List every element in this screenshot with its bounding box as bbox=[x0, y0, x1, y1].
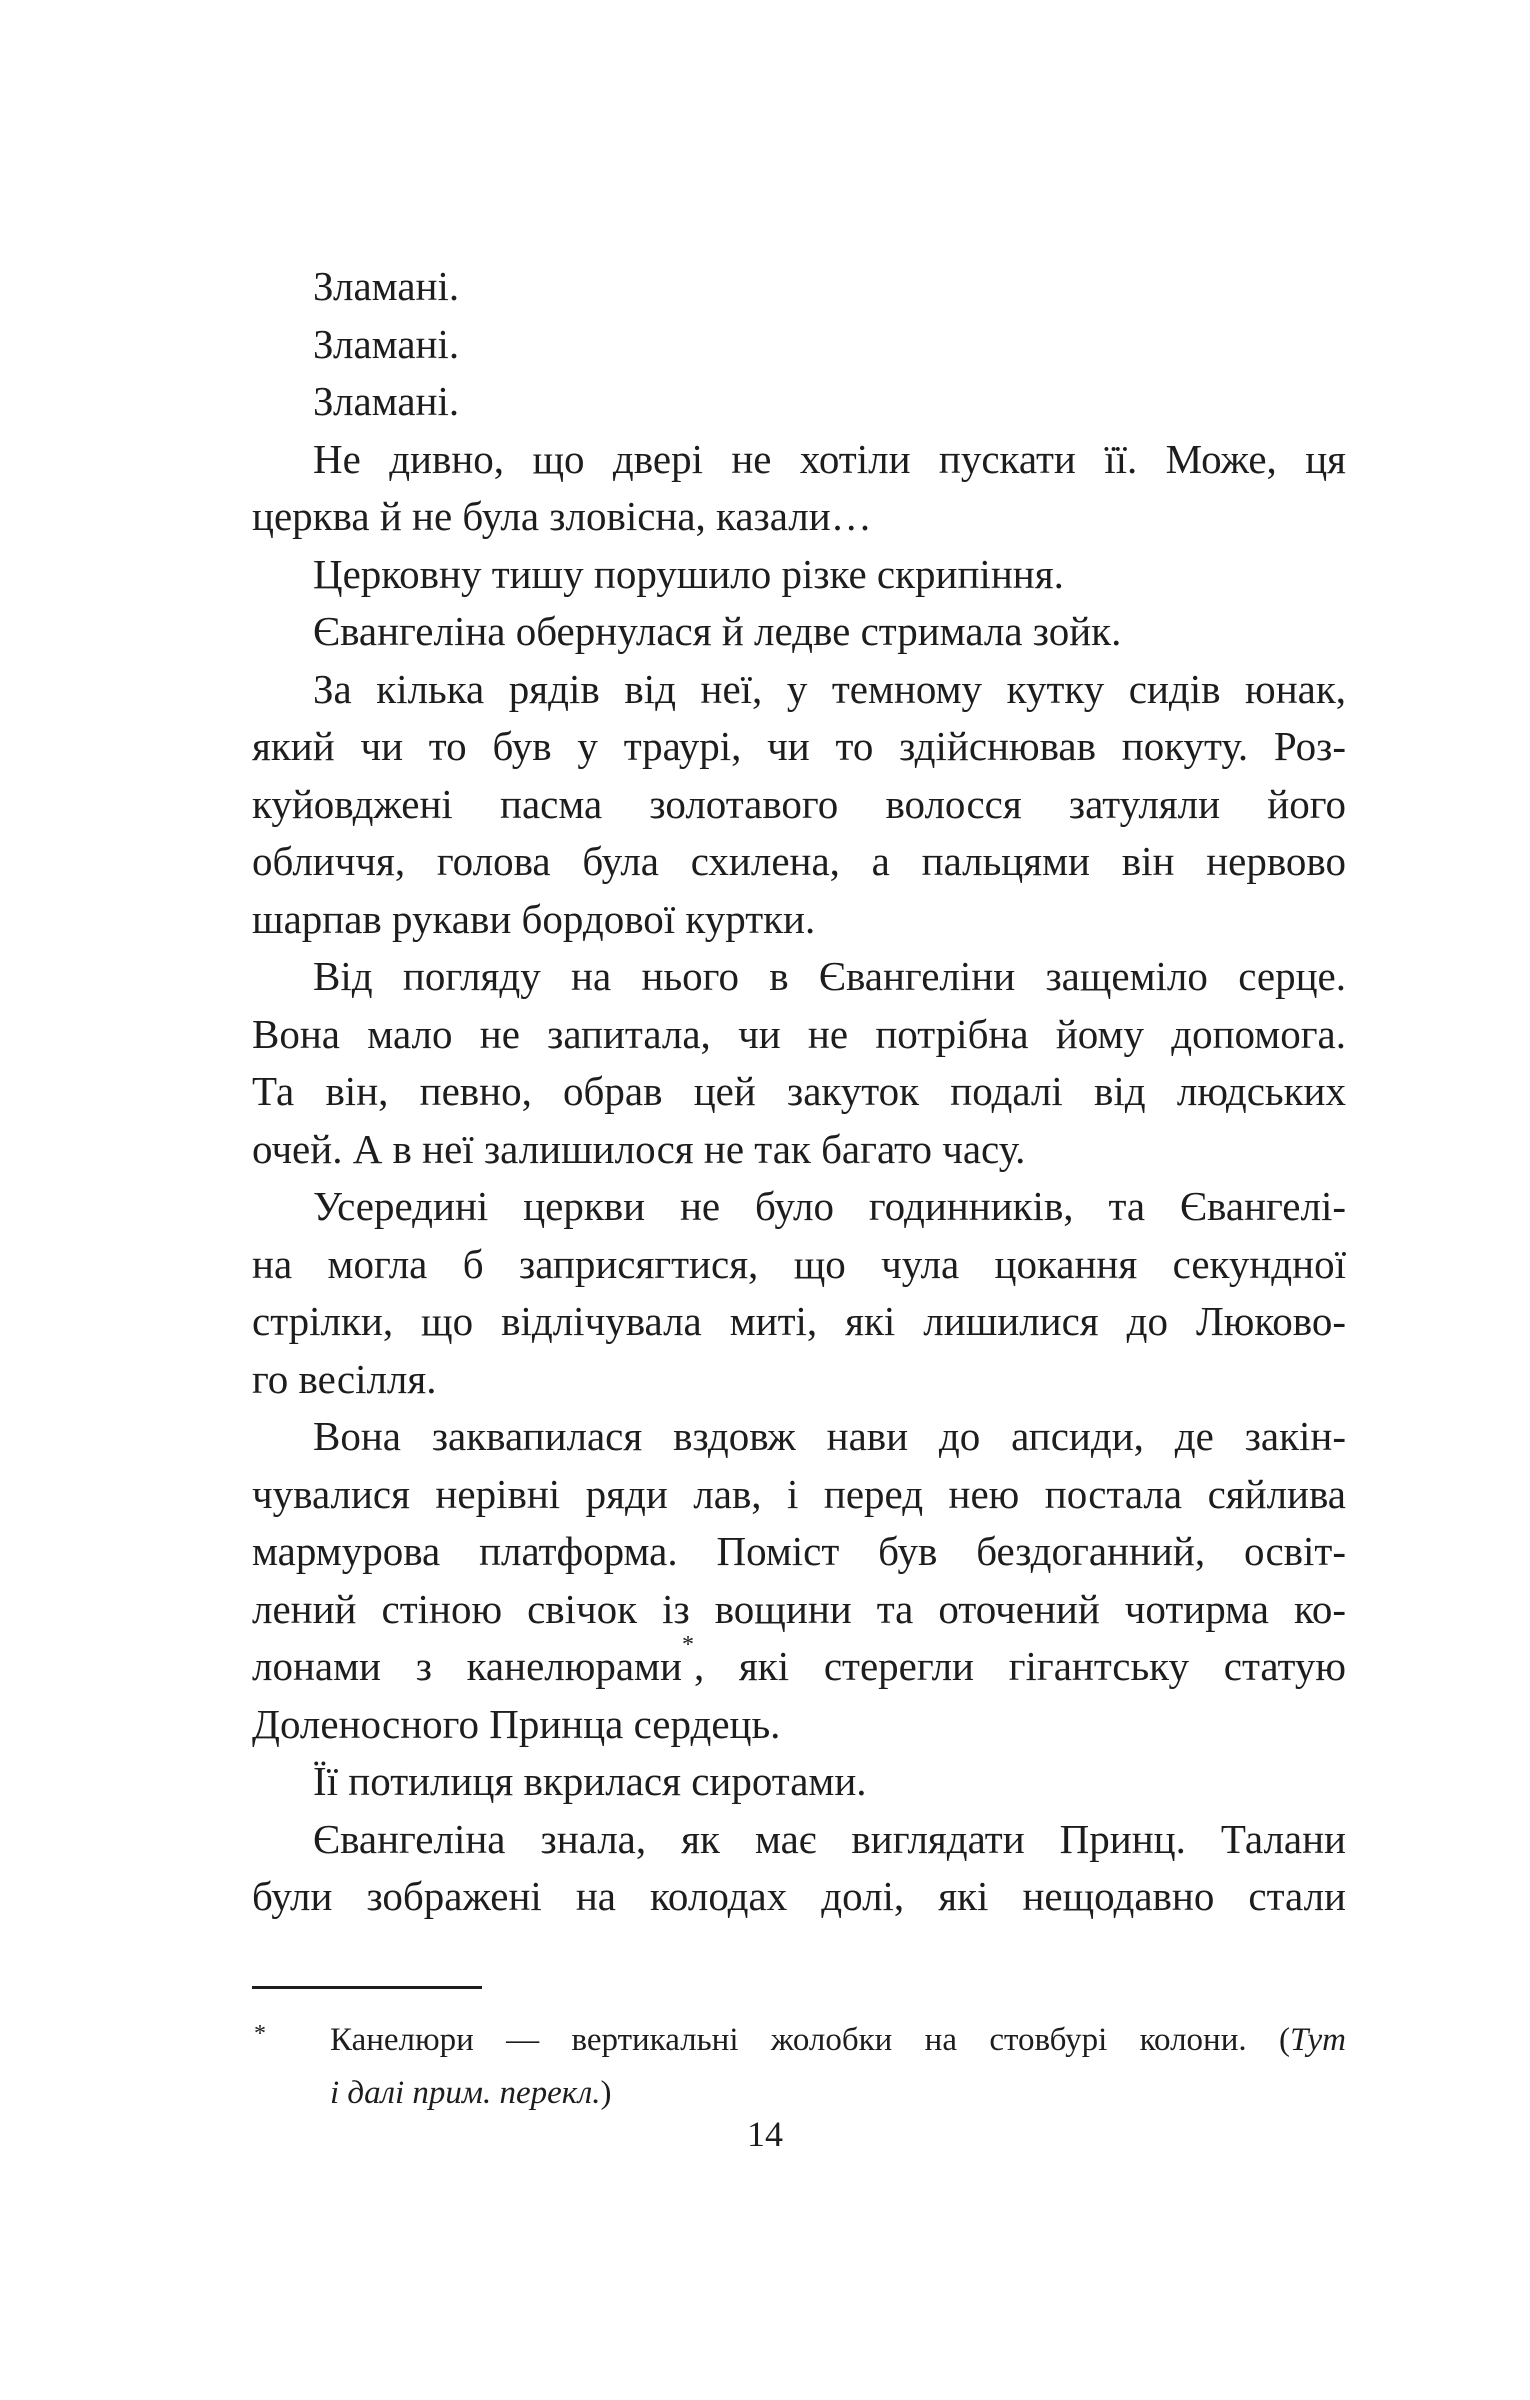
text-line: церква й не була зловісна, казали… bbox=[252, 493, 872, 539]
text-line: Усередині церкви не було годинників, та Євангелі- bbox=[313, 1183, 1346, 1229]
text-line: За кілька рядів від неї, у темному кутку сидів юнак, bbox=[313, 665, 1346, 712]
paragraph bbox=[252, 546, 1346, 604]
text-line: лений стіною свічок із вощини та оточений чотирма ко- bbox=[252, 1585, 1346, 1632]
page-number: 14 bbox=[747, 2114, 783, 2154]
text-line: очей. А в неї залишилося не так багато часу. bbox=[252, 1125, 1026, 1172]
paragraph bbox=[252, 431, 1346, 546]
text-line: Зламані. bbox=[313, 320, 460, 367]
text-line: чувалися нерівні ряди лав, і перед нею постала сяйлива bbox=[252, 1470, 1346, 1517]
paragraph bbox=[252, 316, 1346, 374]
text-line: обличчя, голова була схилена, а пальцями він нервово bbox=[252, 838, 1346, 884]
paragraph bbox=[252, 603, 1346, 661]
paragraph bbox=[252, 1178, 1346, 1408]
paragraph bbox=[252, 661, 1346, 949]
text-line: Доленосного Принца сердець. bbox=[252, 1700, 781, 1747]
text-line: на могла б заприсягтися, що чула цокання секундної bbox=[252, 1240, 1346, 1287]
text-line: мармурова платформа. Поміст був бездоганний, освіт- bbox=[252, 1528, 1346, 1574]
footnote-marker: * bbox=[254, 2021, 266, 2047]
text-line: Євангеліна обернулася й ледве стримала зойк. bbox=[313, 608, 1122, 654]
text-line: шарпав рукави бордової куртки. bbox=[252, 895, 816, 942]
text-line: Зламані. bbox=[313, 263, 460, 309]
footnote-text: Канелюри — вертикальні жолобки на стовбурі колони. ( bbox=[330, 2022, 1290, 2058]
footnote-reference: * bbox=[681, 1632, 694, 1659]
footnote-separator bbox=[252, 1986, 482, 1989]
footnote-italic-text: і далі прим. перекл. bbox=[330, 2075, 601, 2111]
text-line: Та він, певно, обрав цей закуток подалі від людських bbox=[252, 1068, 1346, 1114]
paragraph bbox=[252, 1408, 1346, 1753]
text-line: Церковну тишу порушило різке скрипіння. bbox=[313, 550, 1064, 597]
text-line: го весілля. bbox=[252, 1355, 437, 1402]
footnote bbox=[252, 2014, 1346, 2120]
text-line: були зображені на колодах долі, які нещодавно стали bbox=[252, 1873, 1346, 1919]
paragraph bbox=[252, 1811, 1346, 1926]
paragraph bbox=[252, 258, 1346, 316]
paragraph bbox=[252, 1753, 1346, 1811]
text-line: стрілки, що відлічувала миті, які лишилися до Люково- bbox=[252, 1298, 1346, 1344]
text-line: Вона заквапилася вздовж нави до апсиди, де закін- bbox=[313, 1413, 1346, 1459]
text-line: який чи то був у траурі, чи то здійснював покуту. Роз- bbox=[252, 723, 1346, 769]
footnote-line bbox=[330, 2014, 1346, 2067]
text-line: лонами з канелюрами*, які стерегли гігантську статую bbox=[252, 1632, 1346, 1689]
body-text bbox=[252, 258, 1346, 1926]
text-line: Євангеліна знала, як має виглядати Принц. Талани bbox=[313, 1815, 1346, 1862]
text-line: Її потилиця вкрилася сиротами. bbox=[313, 1758, 867, 1804]
paragraph bbox=[252, 373, 1346, 431]
footnote-text: ) bbox=[600, 2075, 612, 2111]
text-line: Не дивно, що двері не хотіли пускати її. Може, ця bbox=[313, 435, 1346, 482]
text-line: Від погляду на нього в Євангеліни защеміло серце. bbox=[313, 953, 1346, 999]
text-line: Зламані. bbox=[313, 378, 460, 424]
text-line: Вона мало не запитала, чи не потрібна йому допомога. bbox=[252, 1010, 1346, 1057]
text-line: куйовджені пасма золотавого волосся затуляли його bbox=[252, 780, 1346, 827]
paragraph bbox=[252, 948, 1346, 1178]
footnote-italic-text: Тут bbox=[1289, 2022, 1346, 2058]
footnote-lines bbox=[252, 2014, 1346, 2120]
